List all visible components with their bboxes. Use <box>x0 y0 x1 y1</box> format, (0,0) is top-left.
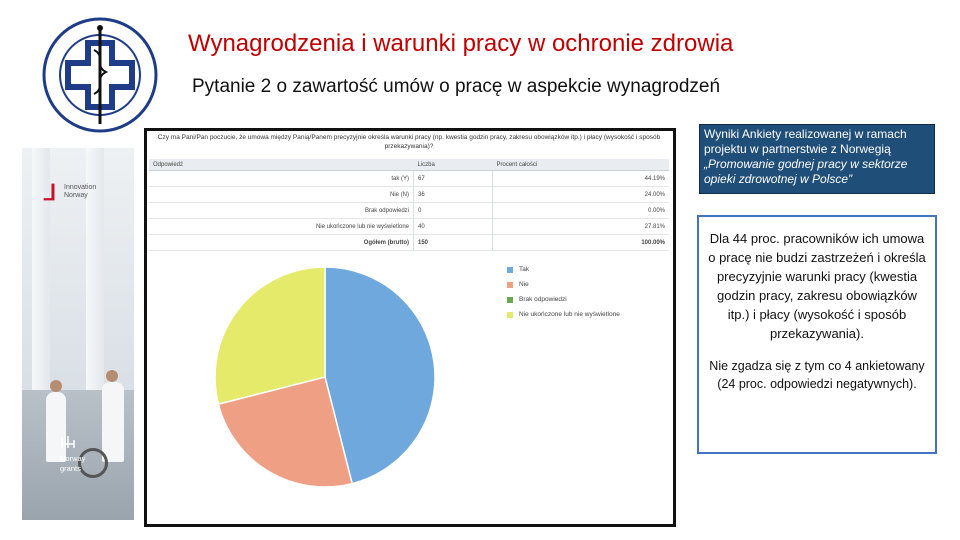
total-count-cell: 150 <box>414 235 493 251</box>
info-project-name: „Promowanie godnej pracy w sektorze opieki zdrowotnej w Polsce” <box>704 157 908 186</box>
answer-cell: Nie ukończone lub nie wyświetlone <box>149 219 414 235</box>
legend-label: Brak odpowiedzi <box>519 296 567 303</box>
summary-box <box>697 215 937 454</box>
page-title: Wynagrodzenia i warunki pracy w ochronie zdrowia <box>188 30 734 57</box>
table-row <box>149 203 669 219</box>
norway-grants-icon <box>60 434 100 450</box>
legend-item <box>507 277 620 292</box>
count-cell: 67 <box>414 171 493 187</box>
legend-swatch <box>507 267 513 273</box>
column-header-percent: Procent całości <box>493 159 670 171</box>
count-cell: 40 <box>414 219 493 235</box>
table-total-row <box>149 235 669 251</box>
innovation-norway-logo <box>44 182 114 212</box>
union-logo <box>30 16 170 134</box>
survey-table <box>149 159 669 251</box>
info-intro: Wyniki Ankiety realizowanej w ramach projektu w partnerstwie z Norwegią <box>704 127 907 156</box>
answer-cell: tak (Y) <box>149 171 414 187</box>
percent-cell: 44.19% <box>493 171 670 187</box>
table-row <box>149 219 669 235</box>
survey-info-box <box>699 124 935 194</box>
legend-item <box>507 262 620 277</box>
chart-legend <box>507 262 620 322</box>
legend-label: Nie ukończone lub nie wyświetlone <box>519 311 620 318</box>
total-percent-cell: 100.00% <box>493 235 670 251</box>
norway-grants-logo <box>60 434 130 482</box>
innovation-norway-icon: ⅃ <box>44 180 57 205</box>
total-answer-cell: Ogółem (brutto) <box>149 235 414 251</box>
answer-cell: Nie (N) <box>149 187 414 203</box>
legend-label: Tak <box>519 266 530 273</box>
column-header-count: Liczba <box>414 159 493 171</box>
survey-question: Czy ma Pani/Pan poczucie, że umowa między Panią/Panem precyzyjnie określa warunki pracy (np. kwestia godzin pracy, zakresu obowiązków itp.) i płacy (wysokość i sposób przekazywania)? <box>157 134 661 150</box>
legend-swatch <box>507 312 513 318</box>
survey-result-panel <box>144 128 676 527</box>
percent-cell: 0.00% <box>493 203 670 219</box>
summary-negative: Nie zgadza się z tym co 4 ankietowany (24 proc. odpowiedzi negatywnych). <box>709 359 925 391</box>
answer-cell: Brak odpowiedzi <box>149 203 414 219</box>
innovation-norway-text: Innovation Norway <box>64 184 97 199</box>
legend-swatch <box>507 282 513 288</box>
page-subtitle: Pytanie 2 o zawartość umów o pracę w aspekcie wynagrodzeń <box>192 76 721 97</box>
norway-grants-text: Norway grants <box>60 454 86 473</box>
percent-cell: 27.81% <box>493 219 670 235</box>
legend-swatch <box>507 297 513 303</box>
legend-item <box>507 292 620 307</box>
column-header-answer: Odpowiedź <box>149 159 414 171</box>
count-cell: 0 <box>414 203 493 219</box>
pie-chart <box>205 257 445 497</box>
table-row <box>149 187 669 203</box>
percent-cell: 24.00% <box>493 187 670 203</box>
medical-cross-caduceus-icon <box>30 16 170 134</box>
count-cell: 36 <box>414 187 493 203</box>
summary-positive: Dla 44 proc. pracowników ich umowa o pracę nie budzi zastrzeżeń i określa precyzyjnie warunki pracy (kwestia godzin pracy, zakresu obowiązków itp.) i płacy (wysokość i sposób przekazywania). <box>708 231 926 341</box>
table-row <box>149 171 669 187</box>
legend-label: Nie <box>519 281 529 288</box>
legend-item <box>507 307 620 322</box>
